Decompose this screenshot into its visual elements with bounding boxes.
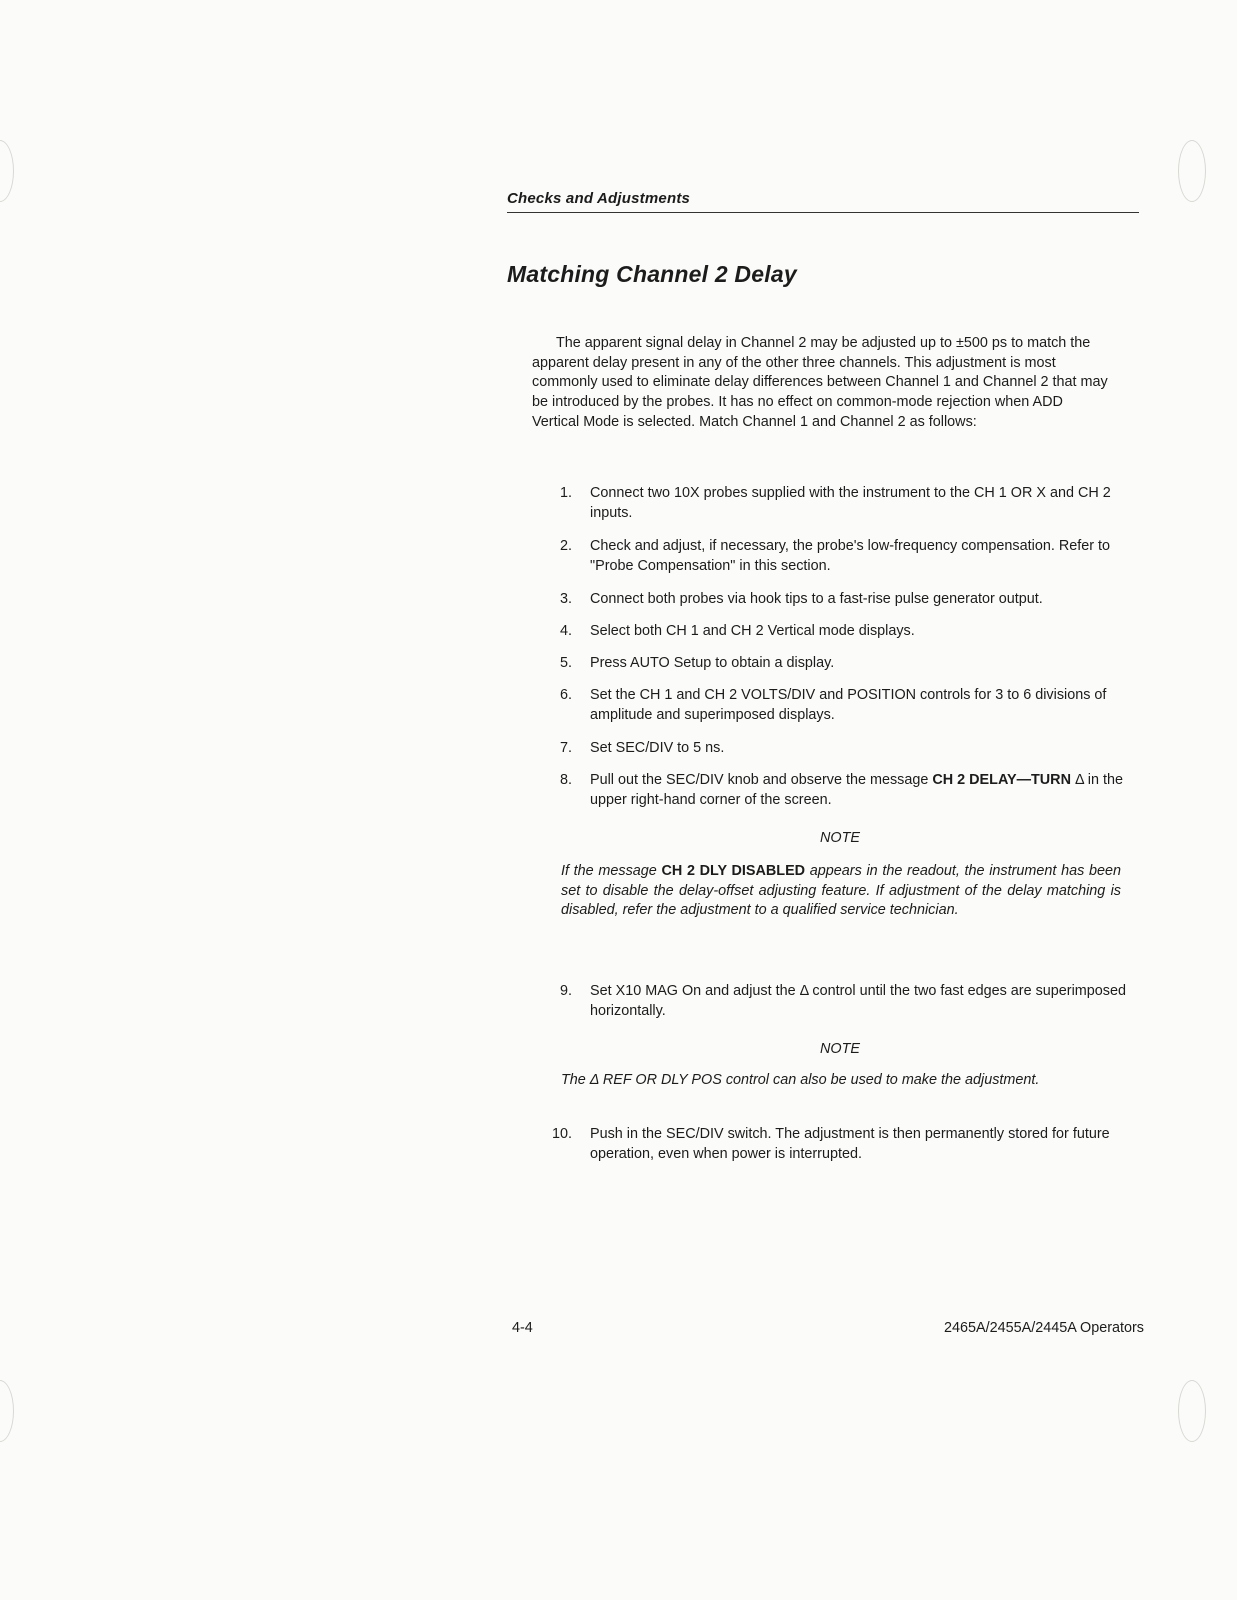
step-number: 3. — [559, 591, 572, 607]
message-ch2-dly-disabled: CH 2 DLY DISABLED — [661, 863, 806, 879]
step-text — [590, 771, 1138, 810]
scan-mark-top-left — [0, 140, 14, 202]
step-text: Connect both probes via hook tips to a fast-rise pulse generator output. — [590, 591, 1043, 607]
step-text: Set SEC/DIV to 5 ns. — [590, 740, 725, 756]
note-heading: NOTE — [820, 1041, 860, 1057]
step-number: 4. — [559, 623, 572, 639]
step-text: Push in the SEC/DIV switch. The adjustment is then permanently stored for future operation, even when power is interrupted. — [590, 1126, 1110, 1162]
step-text: Select both CH 1 and CH 2 Vertical mode displays. — [590, 623, 915, 639]
step-text: Connect two 10X probes supplied with the instrument to the CH 1 OR X and CH 2 inputs. — [590, 485, 1111, 521]
note-body: The Δ REF OR DLY POS control can also be used to make the adjustment. — [561, 1072, 1040, 1088]
step-text: Set X10 MAG On and adjust the Δ control until the two fast edges are superimposed horizontally. — [590, 983, 1126, 1019]
scan-mark-bottom-right — [1178, 1380, 1206, 1442]
section-title: Matching Channel 2 Delay — [507, 261, 797, 287]
note-text-end: appears in the readout, the instrument has been set to disable the delay-offset adjusting feature. If adjustment of the delay matching is disabled, refer the adjustment to a qualified service technician. — [561, 863, 1121, 919]
step-text-end: Δ in the upper right-hand corner of the screen. — [590, 772, 1123, 808]
step-text: Check and adjust, if necessary, the probe's low-frequency compensation. Refer to "Probe Compensation" in this section. — [590, 538, 1111, 574]
step-number: 10. — [551, 1126, 572, 1142]
step-number: 9. — [559, 983, 572, 999]
scan-mark-bottom-left — [0, 1380, 14, 1442]
step-number: 1. — [559, 485, 572, 501]
step-number: 6. — [559, 687, 572, 703]
running-header: Checks and Adjustments — [507, 190, 1139, 213]
message-ch2-delay-turn: CH 2 DELAY—TURN — [932, 772, 1071, 788]
intro-paragraph: The apparent signal delay in Channel 2 may be adjusted up to ±500 ps to match the apparent delay present in any of the other three channels. This adjustment is most commonly used to eliminate delay differences between Channel 1 and Channel 2 that may be introduced by the probes. It has no effect on common-mode rejection when ADD Vertical Mode is selected. Match Channel 1 and Channel 2 as follows: — [532, 335, 1108, 430]
note-body — [561, 862, 1121, 921]
page-number: 4-4 — [512, 1320, 533, 1336]
step-number: 8. — [559, 772, 572, 788]
note-heading: NOTE — [820, 830, 860, 846]
step-text: Press AUTO Setup to obtain a display. — [590, 655, 835, 671]
step-text-start: Pull out the SEC/DIV knob and observe the message — [590, 772, 933, 788]
step-text: Set the CH 1 and CH 2 VOLTS/DIV and POSITION controls for 3 to 6 divisions of amplitude and superimposed displays. — [590, 687, 1107, 723]
step-number: 5. — [559, 655, 572, 671]
manual-name: 2465A/2455A/2445A Operators — [943, 1320, 1144, 1336]
scan-mark-top-right — [1178, 140, 1206, 202]
step-number: 7. — [559, 740, 572, 756]
step-number: 2. — [559, 538, 572, 554]
note-text-start: If the message — [561, 863, 662, 879]
